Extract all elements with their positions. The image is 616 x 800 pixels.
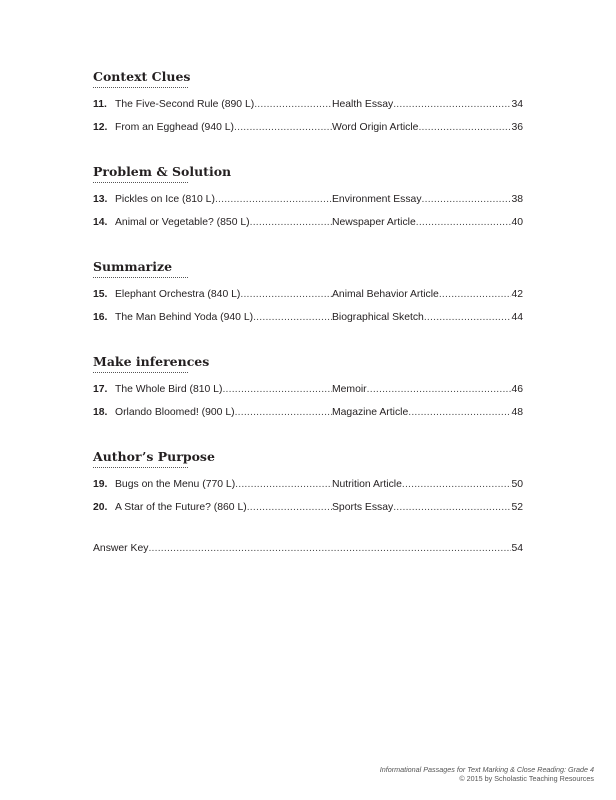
toc-entry	[93, 312, 523, 335]
section-divider	[93, 87, 188, 88]
toc-section	[93, 448, 523, 525]
dot-leader	[253, 312, 332, 323]
dot-leader	[240, 289, 332, 300]
entry-number: 20.	[93, 502, 108, 513]
section-title: Context Clues	[93, 69, 191, 84]
dot-leader	[235, 479, 332, 490]
toc-entry	[93, 502, 523, 525]
entry-lexile: (840 L)	[207, 289, 241, 300]
section-title: Make inferences	[93, 354, 210, 369]
entry-page: 48	[511, 407, 523, 418]
entry-page: 40	[511, 217, 523, 228]
section-divider	[93, 467, 188, 468]
section-title: Author’s Purpose	[93, 449, 215, 464]
entry-title: Bugs on the Menu	[115, 479, 200, 490]
toc-section	[93, 68, 523, 145]
entry-type: Sports Essay	[332, 502, 394, 513]
dot-leader	[247, 502, 332, 513]
entry-title: A Star of the Future?	[115, 502, 211, 513]
dot-leader	[439, 289, 512, 300]
entry-page: 50	[511, 479, 523, 490]
entry-title: Animal or Vegetable?	[115, 217, 214, 228]
section-divider	[93, 182, 188, 183]
entry-page: 36	[511, 122, 523, 133]
entry-type: Nutrition Article	[332, 479, 402, 490]
entry-title: Orlando Bloomed!	[115, 407, 199, 418]
footer-copyright: © 2015 by Scholastic Teaching Resources	[459, 774, 594, 783]
page-footer	[380, 765, 594, 783]
entry-number: 19.	[93, 479, 108, 490]
entry-lexile: (860 L)	[213, 502, 247, 513]
toc-section	[93, 258, 523, 335]
dot-leader	[222, 384, 332, 395]
toc-section	[93, 353, 523, 430]
entry-type: Word Origin Article	[332, 122, 419, 133]
entry-title: Pickles on Ice	[115, 194, 180, 205]
entry-title: The Five-Second Rule	[115, 99, 219, 110]
entry-number: 17.	[93, 384, 108, 395]
entry-page: 42	[511, 289, 523, 300]
entry-lexile: (900 L)	[201, 407, 235, 418]
entry-page: 38	[511, 194, 523, 205]
toc-entry	[93, 289, 523, 312]
entry-lexile: (890 L)	[221, 99, 255, 110]
entry-type: Newspaper Article	[332, 217, 416, 228]
dot-leader	[234, 122, 332, 133]
entry-type: Biographical Sketch	[332, 312, 424, 323]
entry-number: 12.	[93, 122, 108, 133]
entry-lexile: (810 L)	[182, 194, 215, 205]
dot-leader	[148, 543, 511, 554]
entry-page: 34	[511, 99, 523, 110]
answer-key-page: 54	[511, 543, 523, 554]
entry-lexile: (770 L)	[202, 479, 236, 490]
toc-entry	[93, 407, 523, 430]
table-of-contents	[93, 68, 523, 554]
entry-title: Elephant Orchestra	[115, 289, 205, 300]
entry-page: 44	[511, 312, 523, 323]
dot-leader	[393, 502, 511, 513]
dot-leader	[235, 407, 332, 418]
dot-leader	[393, 99, 511, 110]
entry-number: 13.	[93, 194, 108, 205]
dot-leader	[402, 479, 512, 490]
entry-lexile: (940 L)	[220, 312, 254, 323]
entry-type: Memoir	[332, 384, 367, 395]
entry-number: 16.	[93, 312, 108, 323]
entry-type: Magazine Article	[332, 407, 409, 418]
entry-number: 18.	[93, 407, 108, 418]
entry-number: 11.	[93, 99, 107, 110]
toc-entry	[93, 384, 523, 407]
entry-type: Animal Behavior Article	[332, 289, 439, 300]
dot-leader	[416, 217, 512, 228]
toc-entry	[93, 122, 523, 145]
entry-page: 46	[511, 384, 523, 395]
dot-leader	[215, 194, 332, 205]
toc-entry	[93, 217, 523, 240]
entry-type: Health Essay	[332, 99, 394, 110]
dot-leader	[367, 384, 512, 395]
entry-lexile: (850 L)	[216, 217, 250, 228]
answer-key-label: Answer Key	[93, 543, 149, 554]
section-title: Problem & Solution	[93, 164, 232, 179]
entry-lexile: (940 L)	[201, 122, 235, 133]
dot-leader	[250, 217, 332, 228]
toc-section	[93, 163, 523, 240]
section-divider	[93, 277, 188, 278]
toc-entry	[93, 99, 523, 122]
section-title: Summarize	[93, 259, 173, 274]
footer-book-title: Informational Passages for Text Marking & Close Reading: Grade 4	[379, 765, 594, 774]
toc-entry	[93, 479, 523, 502]
dot-leader	[408, 407, 511, 418]
dot-leader	[254, 99, 332, 110]
entry-type: Environment Essay	[332, 194, 422, 205]
entry-title: The Whole Bird	[115, 384, 187, 395]
entry-number: 14.	[93, 217, 108, 228]
entry-page: 52	[511, 502, 523, 513]
entry-number: 15.	[93, 289, 108, 300]
entry-lexile: (810 L)	[189, 384, 223, 395]
dot-leader	[422, 194, 512, 205]
entry-title: The Man Behind Yoda	[115, 312, 218, 323]
dot-leader	[418, 122, 511, 133]
dot-leader	[424, 312, 512, 323]
toc-entry	[93, 194, 523, 217]
entry-title: From an Egghead	[115, 122, 199, 133]
section-divider	[93, 372, 188, 373]
answer-key-entry	[93, 543, 523, 554]
